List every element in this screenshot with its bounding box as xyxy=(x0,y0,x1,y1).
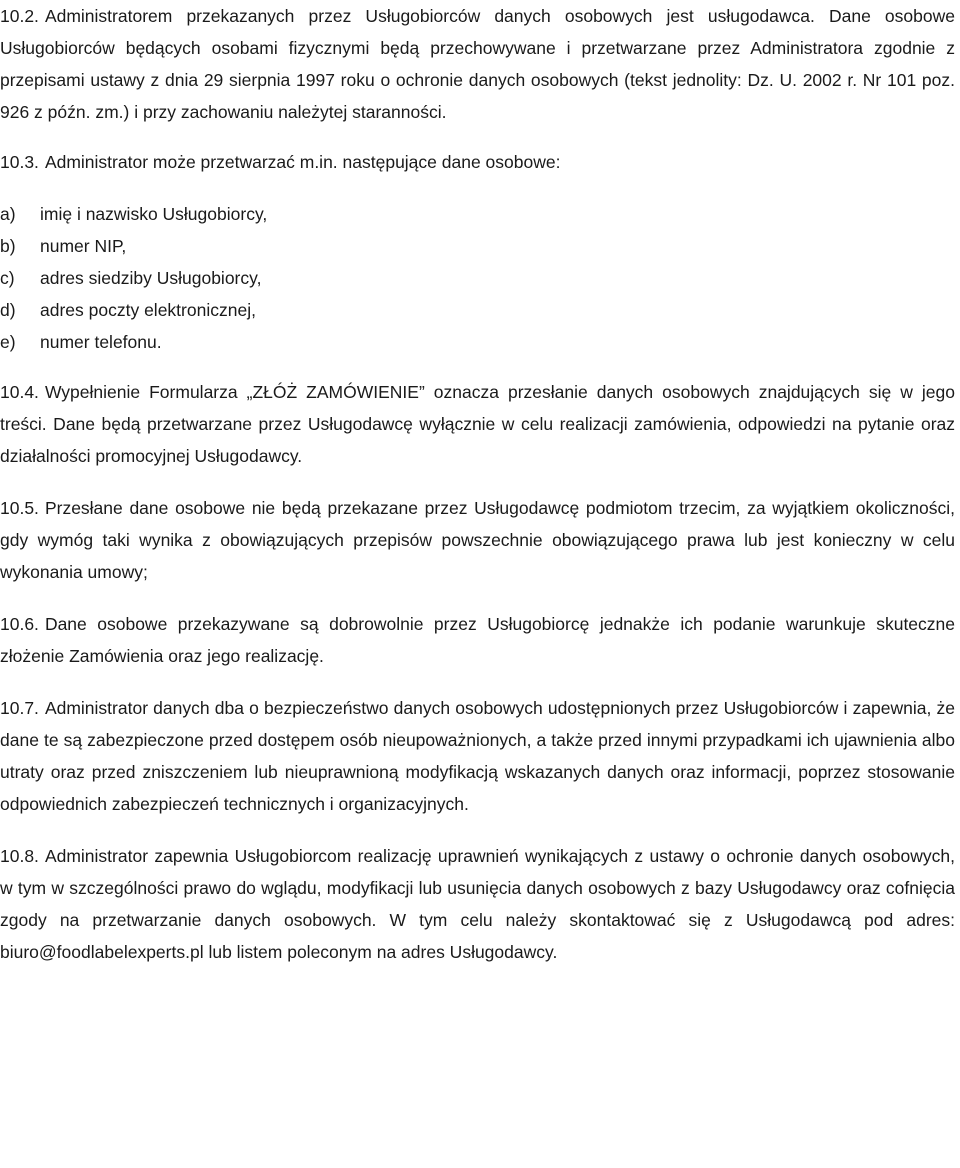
paragraph-10-6 xyxy=(0,608,955,672)
list-item-letter: c) xyxy=(0,268,15,288)
paragraph-10-8 xyxy=(0,840,955,968)
list-item xyxy=(0,294,955,326)
paragraph-text: Dane osobowe przekazywane są dobrowolnie przez Usługobiorcę jednakże ich podanie warunkuje skuteczne złożenie Zamówienia oraz jego realizację. xyxy=(0,614,955,666)
paragraph-number: 10.8. xyxy=(0,846,39,866)
paragraph-text: Administrator zapewnia Usługobiorcom realizację uprawnień wynikających z ustawy o ochronie danych osobowych, w tym w szczególności prawo do wglądu, modyfikacji lub usunięcia danych osobowych z bazy Usługodawcy oraz cofnięcia zgody na przetwarzanie danych osobowych. W tym celu należy skontaktować się z Usługodawcą pod adres: biuro@foodlabelexperts.pl lub listem poleconym na adres Usługodawcy. xyxy=(0,846,955,962)
list-item-label: imię i nazwisko Usługobiorcy, xyxy=(40,204,268,224)
paragraph-number: 10.3. xyxy=(0,152,39,172)
paragraph-number: 10.4. xyxy=(0,382,39,402)
list-item-letter: d) xyxy=(0,300,16,320)
list-item-label: adres poczty elektronicznej, xyxy=(40,300,256,320)
paragraph-10-4 xyxy=(0,376,955,472)
list-item xyxy=(0,262,955,294)
list-item xyxy=(0,198,955,230)
paragraph-text: Administratorem przekazanych przez Usługobiorców danych osobowych jest usługodawca. Dane osobowe Usługobiorców będących osobami fizycznymi będą przechowywane i przetwarzane przez Administratora zgodnie z przepisami ustawy z dnia 29 sierpnia 1997 roku o ochronie danych osobowych (tekst jednolity: Dz. U. 2002 r. Nr 101 poz. 926 z późn. zm.) i przy zachowaniu należytej staranności. xyxy=(0,6,955,122)
list-item xyxy=(0,326,955,358)
paragraph-10-7 xyxy=(0,692,955,820)
list-item-label: numer NIP, xyxy=(40,236,127,256)
paragraph-text: Wypełnienie Formularza „ZŁÓŻ ZAMÓWIENIE” oznacza przesłanie danych osobowych znajdujących się w jego treści. Dane będą przetwarzane przez Usługodawcę wyłącznie w celu realizacji zamówienia, odpowiedzi na pytanie oraz działalności promocyjnej Usługodawcy. xyxy=(0,382,955,466)
paragraph-number: 10.2. xyxy=(0,6,39,26)
list-item-letter: a) xyxy=(0,204,16,224)
list-item xyxy=(0,230,955,262)
list-item-label: numer telefonu. xyxy=(40,332,162,352)
paragraph-number: 10.5. xyxy=(0,498,39,518)
paragraph-10-2 xyxy=(0,0,955,128)
paragraph-text: Administrator danych dba o bezpieczeństwo danych osobowych udostępnionych przez Usługobiorców i zapewnia, że dane te są zabezpieczone przed dostępem osób nieupoważnionych, a także przed innymi przypadkami ich ujawnienia albo utraty oraz przed zniszczeniem lub nieuprawnioną modyfikacją wskazanych danych oraz informacji, poprzez stosowanie odpowiednich zabezpieczeń technicznych i organizacyjnych. xyxy=(0,698,955,814)
paragraph-number: 10.7. xyxy=(0,698,39,718)
list-item-label: adres siedziby Usługobiorcy, xyxy=(40,268,262,288)
paragraph-text: Administrator może przetwarzać m.in. następujące dane osobowe: xyxy=(44,152,561,172)
paragraph-10-5 xyxy=(0,492,955,588)
personal-data-list xyxy=(0,198,955,358)
paragraph-10-3 xyxy=(0,146,955,178)
list-item-letter: e) xyxy=(0,332,16,352)
paragraph-number: 10.6. xyxy=(0,614,39,634)
paragraph-text: Przesłane dane osobowe nie będą przekazane przez Usługodawcę podmiotom trzecim, za wyjątkiem okoliczności, gdy wymóg taki wynika z obowiązujących przepisów powszechnie obowiązującego prawa lub jest konieczny w celu wykonania umowy; xyxy=(0,498,955,582)
list-item-letter: b) xyxy=(0,236,16,256)
